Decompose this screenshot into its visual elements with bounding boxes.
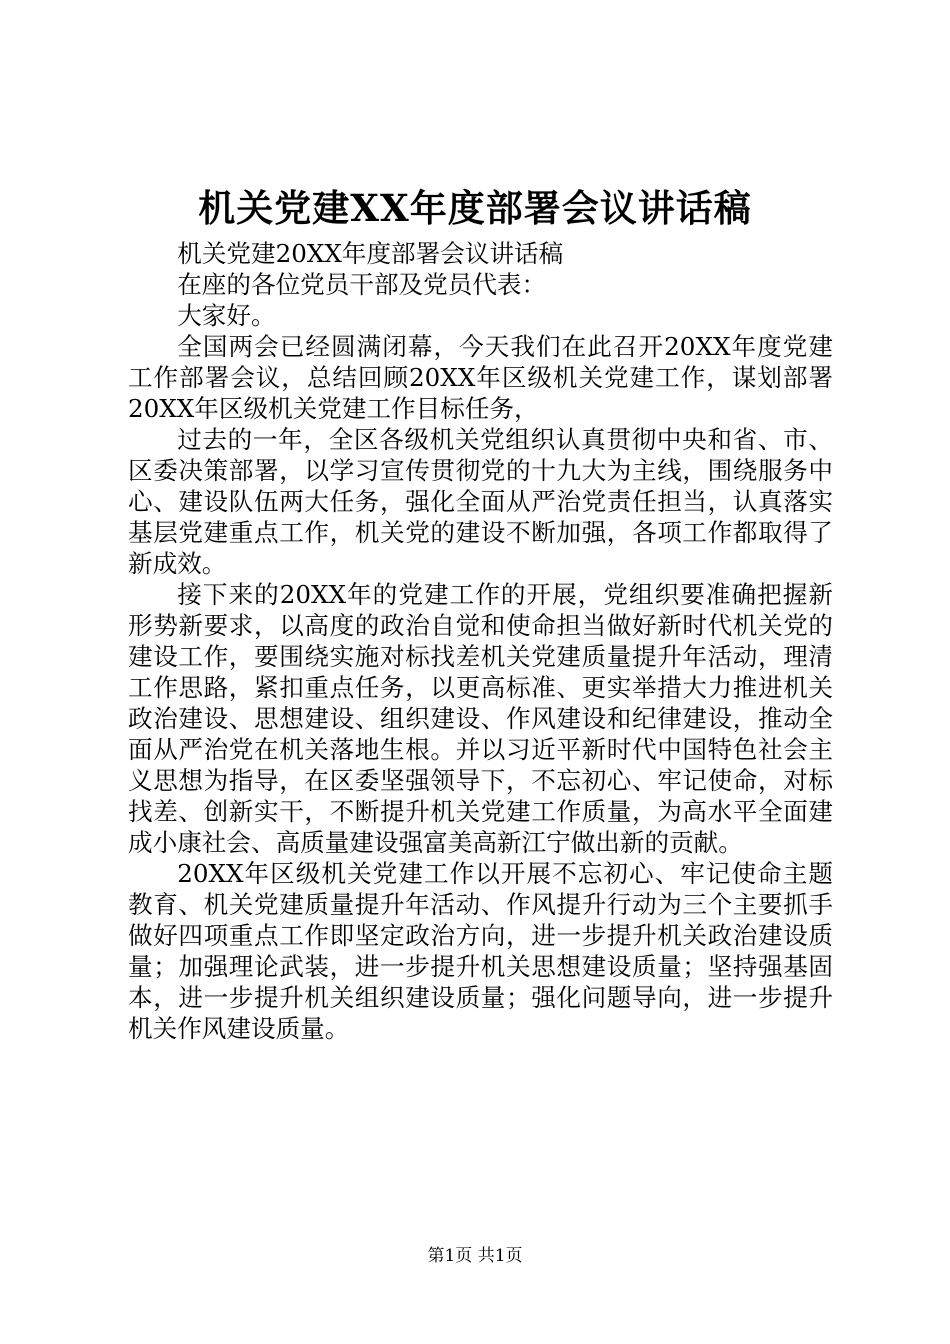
paragraph: 过去的一年，全区各级机关党组织认真贯彻中央和省、市、区委决策部署，以学习宣传贯彻党的十九大为主线，围绕服务中心、建设队伍两大任务，强化全面从严治党责任担当，认真落实基层党建重点工作，机关党的建设不断加强，各项工作都取得了新成效。 [128, 425, 833, 578]
document-body [128, 238, 833, 1044]
paragraph: 20XX年区级机关党建工作以开展不忘初心、牢记使命主题教育、机关党建质量提升年活动、作风提升行动为三个主要抓手做好四项重点工作即坚定政治方向，进一步提升机关政治建设质量；加强理论武装，进一步提升机关思想建设质量；坚持强基固本，进一步提升机关组织建设质量；强化问题导向，进一步提升机关作风建设质量。 [128, 859, 833, 1043]
page-footer: 第1页 共1页 [427, 1246, 523, 1266]
paragraph: 机关党建20XX年度部署会议讲话稿 [177, 239, 564, 268]
paragraph: 全国两会已经圆满闭幕，今天我们在此召开20XX年度党建工作部署会议，总结回顾20XX年区级机关党建工作，谋划部署20XX年区级机关党建工作目标任务， [128, 332, 833, 423]
paragraph: 大家好。 [177, 301, 276, 330]
paragraph: 接下来的20XX年的党建工作的开展，党组织要准确把握新形势新要求，以高度的政治自觉和使命担当做好新时代机关党的建设工作，要围绕实施对标找差机关党建质量提升年活动，理清工作思路，紧扣重点任务，以更高标准、更实举措大力推进机关政治建设、思想建设、组织建设、作风建设和纪律建设，推动全面从严治党在机关落地生根。并以习近平新时代中国特色社会主义思想为指导，在区委坚强领导下，不忘初心、牢记使命，对标找差、创新实干，不断提升机关党建工作质量，为高水平全面建成小康社会、高质量建设强富美高新江宁做出新的贡献。 [128, 580, 833, 857]
document-title: 机关党建XX年度部署会议讲话稿 [198, 186, 752, 230]
paragraph: 在座的各位党员干部及党员代表： [177, 270, 547, 299]
